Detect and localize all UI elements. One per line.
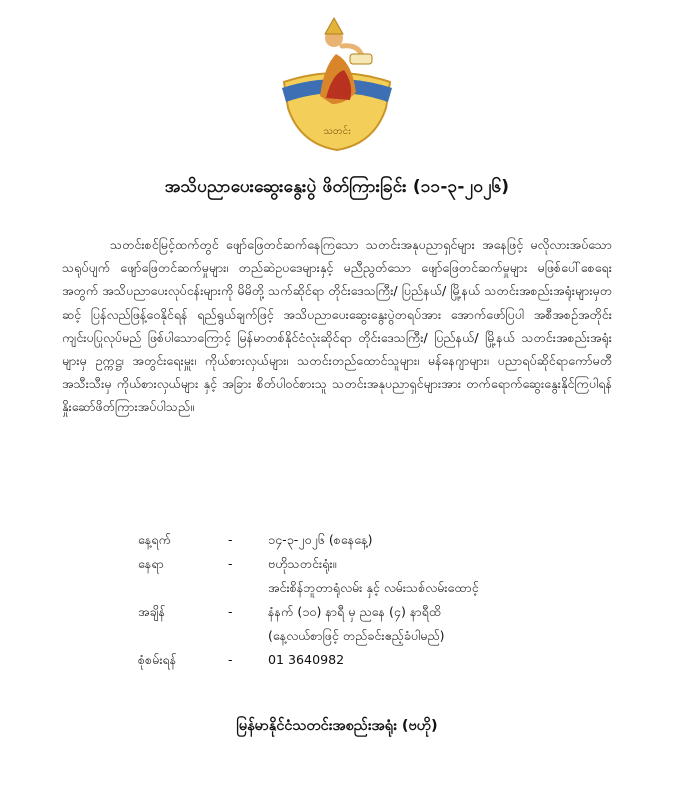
detail-dash xyxy=(228,576,268,600)
detail-row-venue xyxy=(138,552,568,576)
detail-row-date xyxy=(138,528,568,552)
detail-dash: - xyxy=(228,556,233,571)
organization-logo xyxy=(262,4,412,154)
detail-row-contact xyxy=(138,648,568,672)
detail-dash: - xyxy=(228,652,233,667)
invitation-body xyxy=(62,233,612,419)
detail-dash: - xyxy=(228,532,233,547)
detail-value: ၁၄-၃-၂၀၂၆ (စနေနေ့) xyxy=(268,532,373,547)
detail-value: အင်းစိန်ဘူတာရုံလမ်း နှင့် လမ်းသစ်လမ်းထောင့် xyxy=(268,580,479,595)
detail-label: နေရာ xyxy=(138,556,164,571)
detail-value: နံနက် (၁၀) နာရီ မှ ညနေ (၄) နာရီထိ xyxy=(268,604,442,619)
body-paragraph: သတင်းစင်မြင့်ထက်တွင် ဖျော်ဖြေတင်ဆက်နေကြသော သတင်းအနုပညာရှင်များ အနေဖြင့် မလိုလားအပ်သော သရုပ်ပျက် ဖျော်ဖြေတင်ဆက်မှုများ၊ တည်ဆဲဥပဒေများနှင့် မညီညွတ်သော ဖျော်ဖြေတင်ဆက်မှုများ မဖြစ်ပေါ်စေရေးအတွက် အသိပညာပေးလုပ်ငန်းများကို မိမိတို့ သက်ဆိုင်ရာ တိုင်းဒေသကြီး/ ပြည်နယ်/ မြို့နယ် သတင်းအစည်းအရုံးများမှတဆင့် ပြန်လည်ဖြန့်ဝေနိုင်ရန် ရည်ရွယ်ချက်ဖြင့် အသိပညာပေးဆွေးနွေးပွဲတရပ်အား အောက်ဖော်ပြပါ အစီအစဉ်အတိုင်း ကျင်းပပြုလုပ်မည် ဖြစ်ပါသောကြောင့် မြန်မာတစ်နိုင်ငံလုံးဆိုင်ရာ တိုင်းဒေသကြီး/ ပြည်နယ်/ မြို့နယ် သတင်းအစည်းအရုံးများမှ ဥက္ကဋ္ဌ၊ အတွင်းရေးမှူး၊ ကိုယ်စားလှယ်များ၊ သတင်းတည်ထောင်သူများ၊ မန်နေဂျာများ၊ ပညာရပ်ဆိုင်ရာကော်မတီအသီးသီးမှ ကိုယ်စားလှယ်များ နှင့် အခြား စိတ်ပါဝင်စားသူ သတင်းအနုပညာရှင်များအား တက်ရောက်ဆွေးနွေးနိုင်ကြပါရန် နှိုးဆော်ဖိတ်ကြားအပ်ပါသည်။ xyxy=(62,237,612,415)
page-title: အသိပညာပေးဆွေးနွေးပွဲ ဖိတ်ကြားခြင်း (၁၁-၃-၂၀၂၆) xyxy=(164,177,510,197)
event-details xyxy=(138,528,568,672)
logo-caption: သတင်း xyxy=(323,126,351,137)
detail-label xyxy=(138,576,228,600)
detail-value: ဗဟိုသတင်းရုံး။ xyxy=(268,556,337,571)
detail-value-phone: 01 3640982 xyxy=(268,652,345,667)
detail-label: စုံစမ်းရန် xyxy=(138,652,177,667)
detail-label xyxy=(138,624,228,648)
detail-dash xyxy=(228,624,268,648)
detail-value: (နေ့လယ်စာဖြင့် တည်ခင်းဧည့်ခံပါမည်) xyxy=(268,628,445,643)
detail-row-time xyxy=(138,600,568,624)
detail-row-venue-address xyxy=(138,576,568,600)
detail-dash: - xyxy=(228,604,233,619)
issuing-organization: မြန်မာနိုင်ငံသတင်းအစည်းအရုံး (ဗဟို) xyxy=(236,718,438,734)
detail-row-time-note xyxy=(138,624,568,648)
detail-label: နေ့ရက် xyxy=(138,532,171,547)
detail-label: အချိန် xyxy=(138,604,166,619)
